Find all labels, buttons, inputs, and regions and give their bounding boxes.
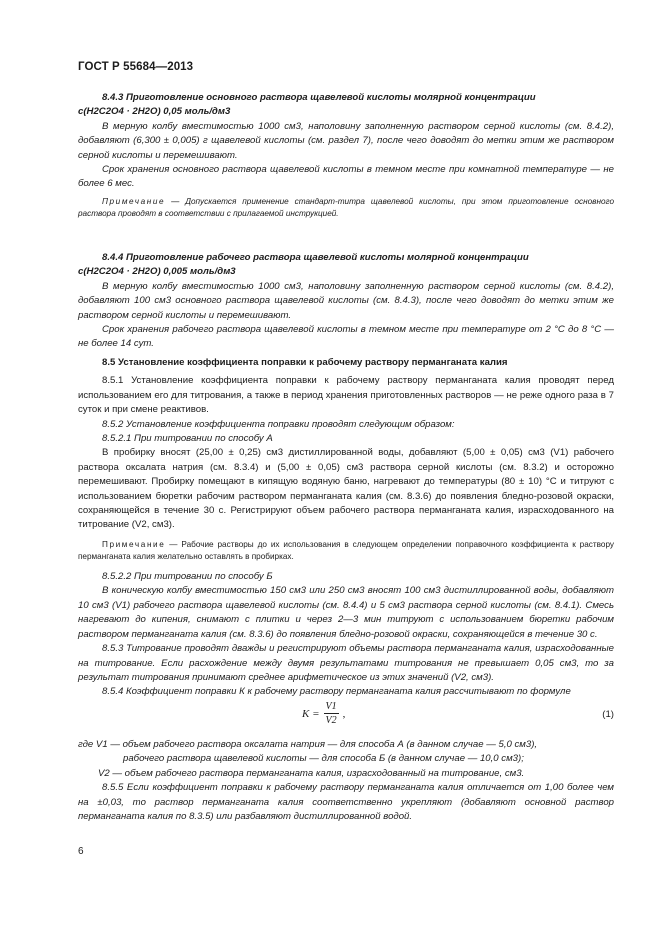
- formula-numerator: V1: [325, 701, 337, 712]
- heading-8-4-3-formula: c(H2C2O4 · 2H2O) 0,05 моль/дм3: [78, 106, 231, 118]
- paragraph-8-5-2-2-body: В коническую колбу вместимостью 150 см3 или 250 см3 вносят 100 см3 дистиллированной воды, добавляют 10 см3 (V1) рабочего раствора щавелевой кислоты (см. 8.4.4) и 5 см3 раствора серной кислоты (см. 8.4.1). Смесь нагревают до кипения, снимают с плитки и через 2—3 мин титруют с использованием бюретки рабочим раствором перманганата калия (см. 8.3.6) до появления бледно-розовой окраски, сохраняющейся в течение 30 с.: [78, 585, 614, 640]
- paragraph-8-5-2-2: 8.5.2.2 При титровании по способу Б: [102, 571, 273, 583]
- note-text: — Рабочие растворы до их использования в следующем определении поправочного коэффициента к раствору перманганата калия желательно оставлять в пробирках.: [78, 539, 614, 562]
- section-8-5: [78, 356, 614, 700]
- formula-denominator: V2: [325, 715, 337, 726]
- page-header-title: ГОСТ Р 55684—2013: [78, 61, 194, 73]
- heading-8-4-4: 8.4.4 Приготовление рабочего раствора щавелевой кислоты молярной концентрации: [102, 252, 529, 263]
- formula-tail: ,: [342, 707, 346, 720]
- paragraph-8-5-2-1: 8.5.2.1 При титровании по способу А: [102, 433, 273, 445]
- paragraph-8-5-1: 8.5.1 Установление коэффициента поправки к рабочему раствору перманганата калия проводят перед использованием его для титрования, а также в период хранения приготовленных растворов — не реже одного раза в 7 суток и при смене реактивов.: [78, 375, 614, 416]
- paragraph-8-5-2: 8.5.2 Установление коэффициента поправки проводят следующим образом:: [102, 418, 455, 430]
- section-8-5-where: [78, 738, 614, 824]
- where-line-2: рабочего раствора щавелевой кислоты — для способа Б (в данном случае — 10,0 см3);: [123, 753, 524, 765]
- note-8-4-3: [78, 196, 614, 221]
- note-8-5-2-1: [78, 539, 614, 564]
- paragraph-8-4-3-1: В мерную колбу вместимостью 1000 см3, наполовину заполненную раствором серной кислоты (см. 8.4.2), добавляют (6,300 ± 0,005) г щавелевой кислоты (см. раздел 7), после чего доводят до метки этим же раствором серной кислоты и перемешивают.: [78, 120, 614, 161]
- where-line-1: где V1 — объем рабочего раствора оксалата натрия — для способа А (в данном случае — 5,0 см3),: [78, 739, 538, 750]
- note-label: Примечание: [102, 196, 166, 206]
- paragraph-8-5-5: 8.5.5 Если коэффициент поправки к рабочему раствору перманганата калия отличается от 1,00 более чем на ±0,03, то раствор перманганата калия соответственно укрепляют (добавляют основной раствор перманганата калия по 8.3.5) или разбавляют дистиллированной водой.: [78, 782, 614, 823]
- heading-8-4-4-formula: c(H2C2O4 · 2H2O) 0,005 моль/дм3: [78, 266, 236, 278]
- section-8-4-3: [78, 91, 614, 221]
- formula-lhs: K =: [302, 707, 320, 720]
- paragraph-8-4-4-1: В мерную колбу вместимостью 1000 см3, наполовину заполненную раствором серной кислоты (см. 8.4.2), добавляют 100 см3 основного раствора щавелевой кислоты (см. 8.4.3), после чего доводят до метки этим же раствором серной кислоты и перемешивают.: [78, 280, 614, 321]
- note-label: Примечание: [102, 539, 166, 549]
- heading-8-4-3: 8.4.3 Приготовление основного раствора щавелевой кислоты молярной концентрации: [102, 92, 536, 103]
- paragraph-8-5-4: 8.5.4 Коэффициент поправки К к рабочему раствору перманганата калия рассчитывают по формуле: [102, 686, 571, 698]
- paragraph-8-4-3-2: Срок хранения основного раствора щавелевой кислоты в темном месте при комнатной температуре — не более 6 мес.: [78, 164, 614, 190]
- paragraph-8-4-4-2: Срок хранения рабочего раствора щавелевой кислоты в темном месте при температуре от 2 °С до 8 °С — не более 14 сут.: [78, 324, 614, 350]
- section-8-4-4: [78, 251, 614, 352]
- heading-8-5: 8.5 Установление коэффициента поправки к рабочему раствору перманганата калия: [102, 357, 508, 368]
- note-text: — Допускается применение стандарт-титра щавелевой кислоты, при этом приготовление основного раствора проводят в соответствии с прилагаемой инструкцией.: [78, 196, 614, 219]
- paragraph-8-5-2-1-body: В пробирку вносят (25,00 ± 0,25) см3 дистиллированной воды, добавляют (5,00 ± 0,05) см3 (V1) рабочего раствора оксалата натрия (см. 8.3.4) и (5,00 ± 0,05) см3 раствора серной кислоты (см. 8.3.2) и осторожно перемешивают. Пробирку помещают в кипящую водяную баню, нагревают до температуры (80 ± 10) °С и титруют с использованием бюретки рабочим раствором перманганата калия (см. 8.3.6) до появления бледно-розовой окраски, сохраняющейся в течение 30 с. Регистрируют объем рабочего раствора перманганата калия, израсходованного на титрование (V2, см3).: [78, 447, 614, 531]
- formula-1: [78, 697, 614, 737]
- page-number: 6: [78, 846, 84, 857]
- paragraph-8-5-3: 8.5.3 Титрование проводят дважды и регистрируют объемы раствора перманганата калия, израсходованные на титрование. Если расхождение между двумя результатами титрования не превышает 0,05 см3, то за результат титрования принимают среднее арифметическое из этих значений (V2, см3).: [78, 643, 614, 683]
- formula-number: (1): [602, 709, 614, 720]
- formula-fraction: [324, 701, 339, 726]
- where-line-3: V2 — объем рабочего раствора перманганата калия, израсходованный на титрование, см3.: [98, 767, 525, 779]
- formula-expression: [302, 701, 345, 726]
